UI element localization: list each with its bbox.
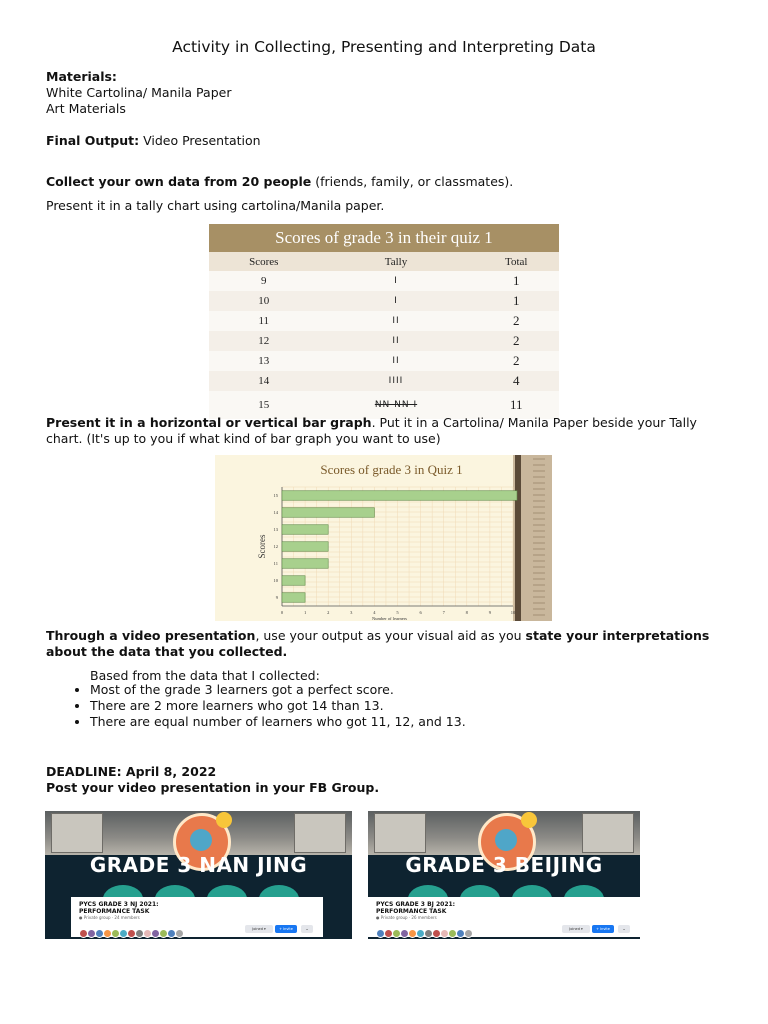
list-item: • There are equal number of learners who got 11, 12, and 13. [90,714,466,730]
chart-bar [282,576,305,586]
total-cell: 2 [473,311,559,331]
sun-icon [521,812,537,828]
x-tick-label: 10 [510,610,516,615]
video-bold-1: Through a video presentation [46,628,256,643]
table-row [209,271,559,291]
total-cell: 4 [473,371,559,391]
bar-instruction [46,415,736,447]
joined-button[interactable]: Joined ▾ [245,925,273,933]
table-row [209,351,559,371]
x-tick-label: 1 [303,610,307,615]
invite-button[interactable]: + Invite [275,925,297,933]
score-cell: 12 [209,331,319,351]
tally-cell: I [319,271,474,291]
chart-bar [282,593,305,603]
group-title: PYCS GRADE 3 BJ 2021: PERFORMANCE TASK [376,901,456,915]
y-tick-label: 10 [273,578,278,583]
list-item: • Most of the grade 3 learners got a perfect score. [90,682,466,698]
collect-rest: (friends, family, or classmates). [311,174,514,189]
total-cell: 2 [473,351,559,371]
chart-bar [282,491,517,501]
x-tick-label: 7 [442,610,445,615]
total-cell: 2 [473,331,559,351]
score-cell: 10 [209,291,319,311]
total-cell: 11 [473,391,559,419]
table-row [209,311,559,331]
x-tick-label: 5 [396,610,399,615]
material-item: Art Materials [46,101,126,116]
collect-bold: Collect your own data from 20 people [46,174,312,189]
ruler-edge [515,455,521,621]
tally-cell: IIII [319,371,474,391]
x-tick-label: 9 [488,610,492,615]
tally-cell: NN NN I [319,391,474,419]
group-info-card [71,897,323,937]
final-output [46,133,261,149]
window-image [51,813,103,853]
member-avatars [79,923,183,931]
score-cell: 13 [209,351,319,371]
collect-instruction [46,174,513,190]
chart-bar [282,542,328,552]
total-cell: 1 [473,291,559,311]
score-cell: 9 [209,271,319,291]
tally-table-title: Scores of grade 3 in their quiz 1 [209,224,559,252]
final-output-value: Video Presentation [139,133,261,148]
sun-icon [216,812,232,828]
heart-icon [495,829,517,851]
score-cell: 15 [209,391,319,419]
chart-bar [282,525,328,535]
bar-bold: Present it in a horizontal or vertical bar graph [46,415,372,430]
tally-cell: II [319,331,474,351]
materials-label: Materials: [46,69,117,84]
x-tick-label: 2 [327,610,330,615]
chart-bar [282,559,328,569]
fb-group-banner [45,811,352,939]
chart-title: Scores of grade 3 in Quiz 1 [320,462,463,477]
group-banner-name: GRADE 3 BEIJING [405,853,603,877]
table-row [209,371,559,391]
bar-chart [215,455,552,621]
group-privacy: ● Private group · 24 members [79,915,140,920]
page-title: Activity in Collecting, Presenting and Interpreting Data [172,38,596,56]
x-tick-label: 3 [350,610,353,615]
x-axis-label: Number of learners [372,616,407,621]
tally-header-tally: Tally [319,252,474,271]
x-tick-label: 0 [280,610,284,615]
tally-header-total: Total [473,252,559,271]
group-title: PYCS GRADE 3 NJ 2021: PERFORMANCE TASK [79,901,159,915]
y-axis-label: Scores [257,534,267,559]
bar-rest: . Put it in a Cartolina/ Manila Paper beside your Tally chart. (It's up to you if what kind of bar graph you want to use) [46,415,697,446]
y-tick-label: 15 [273,493,278,498]
total-cell: 1 [473,271,559,291]
window-image [294,813,346,853]
interpretation-list [46,682,466,730]
y-tick-label: 14 [273,510,278,515]
interpretation-intro: Based from the data that I collected: [90,668,320,683]
tally-cell: I [319,291,474,311]
score-cell: 14 [209,371,319,391]
tally-header-scores: Scores [209,252,319,271]
x-tick-label: 6 [419,610,422,615]
video-bold-2: state your interpretations about the data that you collected. [46,628,710,659]
video-mid: , use your output as your visual aid as you [255,628,526,643]
score-cell: 11 [209,311,319,331]
x-tick-label: 8 [465,610,468,615]
final-output-label: Final Output: [46,133,140,148]
more-options-button[interactable]: ⌄ [301,925,313,933]
tally-cell: II [319,311,474,331]
y-tick-label: 13 [273,527,278,532]
member-avatars [376,923,472,931]
fb-group-banner [368,811,640,939]
table-row [209,291,559,311]
table-row [209,331,559,351]
video-instruction [46,628,736,660]
tally-table [209,224,559,419]
group-banner-name: GRADE 3 NAN JING [89,853,308,877]
chart-bar [282,508,374,518]
y-tick-label: 9 [275,595,278,600]
group-privacy: ● Private group · 26 members [376,915,437,920]
heart-icon [190,829,212,851]
deadline: DEADLINE: April 8, 2022 [46,764,217,779]
tally-cell: II [319,351,474,371]
joined-button[interactable]: Joined ▾ [562,925,590,933]
y-tick-label: 11 [273,561,278,566]
x-tick-label: 4 [373,610,376,615]
y-tick-label: 12 [273,544,278,549]
post-instruction: Post your video presentation in your FB Group. [46,780,380,795]
material-item: White Cartolina/ Manila Paper [46,85,232,100]
tally-instruction: Present it in a tally chart using cartolina/Manila paper. [46,198,385,213]
invite-button[interactable]: + Invite [592,925,614,933]
window-image [582,813,634,853]
window-image [374,813,426,853]
list-item: • There are 2 more learners who got 14 than 13. [90,698,466,714]
group-info-card [368,897,640,937]
more-options-button[interactable]: ⌄ [618,925,630,933]
